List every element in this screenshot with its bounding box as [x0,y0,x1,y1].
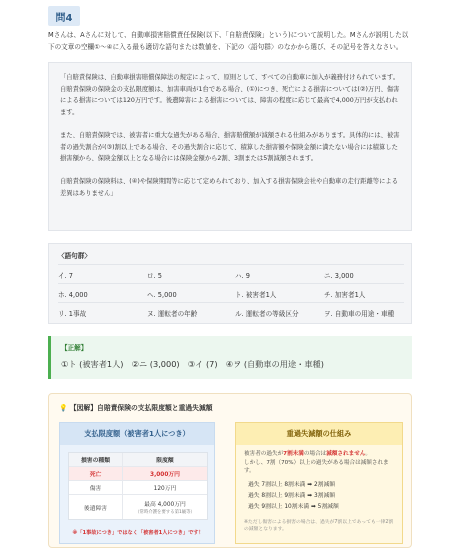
table-cell: 後遺障害 [69,495,123,519]
answer-title: 【正解】 [61,344,88,352]
payment-limit-panel [59,422,215,544]
glossary-item: チ. 加害者1人 [324,291,366,299]
reduction-panel [235,422,403,544]
payment-limit-heading: 支払限度額（被害者1人につき） [60,423,214,445]
figure-title-row [59,402,213,412]
glossary-item: ト. 被害者1人 [235,291,277,299]
passage-box [48,62,412,231]
passage-paragraph-3: 自賠責保険の保険料は、(④)や保険期間等に応じて定められており、加入する損害保険会社や自動車の走行距離等による差異はありません」 [60,178,398,197]
passage-paragraph-2: また、自賠責保険では、被害者に重大な過失がある場合、損害賠償額が減額される仕組みがあります。具体的には、被害者の過失割合が(③)割以上である場合、その過失割合に応じて、積算した損害額や保険金額に満たない場合には積算した損害額から、保険金額以上となる場合には保険金額から2割、3割または5割減額されます。 [60,131,400,163]
table-row [69,481,207,495]
glossary-item: リ. 1事故 [58,310,87,318]
table-cell: 死亡 [69,467,123,480]
glossary-item: ル. 運転者の等級区分 [235,310,299,318]
highlight-text: 7割未満 [283,451,304,457]
table-row [69,467,207,481]
glossary-item: ニ. 3,000 [324,272,354,280]
reduction-description [244,450,396,476]
list-item: 過失 7割以上 8割未満 ➡ 2割減額 [248,482,336,488]
table-cell: 傷害 [69,481,123,494]
answer-text: ①ト (被害者1人) ②ニ (3,000) ③イ (7) ④ヲ (自動車の用途・車種) [61,359,324,369]
question-badge: 問4 [48,6,80,26]
figure-box [48,393,412,548]
payment-limit-table [68,452,208,520]
glossary-item: ヌ. 運転者の年齢 [147,310,198,318]
glossary-item: ヲ. 自動車の用途・車種 [324,310,395,318]
payment-limit-note: ※「1事故につき」ではなく「被害者1人につき」です！ [72,530,204,536]
list-item: 過失 9割以上 10割未満 ➡ 5割減額 [248,504,339,510]
glossary-item: ロ. 5 [147,272,162,280]
amount-text: 最高 4,000万円 [144,502,186,508]
glossary-divider [58,283,404,284]
text-segment: の場合は [303,451,327,457]
text-segment: 被害者の過失が [244,451,284,457]
table-header-cell: 限度額 [156,458,174,464]
glossary-title: 〈語句群〉 [58,252,91,260]
reduction-line-1 [244,450,396,459]
table-cell: 120万円 [153,486,177,492]
reduction-heading: 重過失減額の仕組み [236,423,402,445]
reduction-note: ※ただし傷害による損害の場合は、過失が7割以上であっても一律2割の減額となります。 [244,520,394,533]
glossary-item: ハ. 9 [235,272,250,280]
table-cell: 3,000万円 [150,472,180,478]
highlight-text: 減額されません [326,451,366,457]
table-row [69,495,207,519]
table-header-cell: 損害の種類 [69,453,123,466]
amount-subnote: （常時介護を要する第1級等） [135,510,195,515]
reduction-line-2: しかし、7割（70%）以上の過失がある場合は減額されます。 [244,459,389,475]
text-segment: 。 [365,451,372,457]
glossary-divider [58,264,404,265]
glossary-item: ホ. 4,000 [58,291,88,299]
figure-title: 【図解】自賠責保険の支払限度額と重過失減額 [69,404,213,412]
lightbulb-icon: 💡 [59,404,68,412]
answer-box [48,336,412,379]
passage-paragraph-1: 「自賠責保険は、自動車損害賠償保障法の規定によって、原則として、すべての自動車に加入が義務付けられています。自賠責保険の保険金の支払限度額は、加害車両が1台である場合、(①)につき、死亡による損害については(②)万円、傷害による損害については120万円です。後遺障害による損害については、障害の程度に応じて最高で4,000万円が支払われます。 [60,74,400,116]
table-header-row [69,453,207,467]
glossary-item: イ. 7 [58,272,73,280]
list-item: 過失 8割以上 9割未満 ➡ 3割減額 [248,493,336,499]
glossary-box [48,243,412,324]
question-intro: Mさんは、Aさんに対して、自動車損害賠償責任保険(以下、「自賠責保険」という)について説明した。Mさんが説明した以下の文章の空欄①～④に入る最も適切な語句または数値を、下記の〈語句群〉のなかから選び、その記号を答えなさい。 [48,31,409,51]
glossary-divider [58,302,404,303]
glossary-item: ヘ. 5,000 [147,291,177,299]
table-cell [123,495,207,519]
reduction-list [248,480,339,513]
